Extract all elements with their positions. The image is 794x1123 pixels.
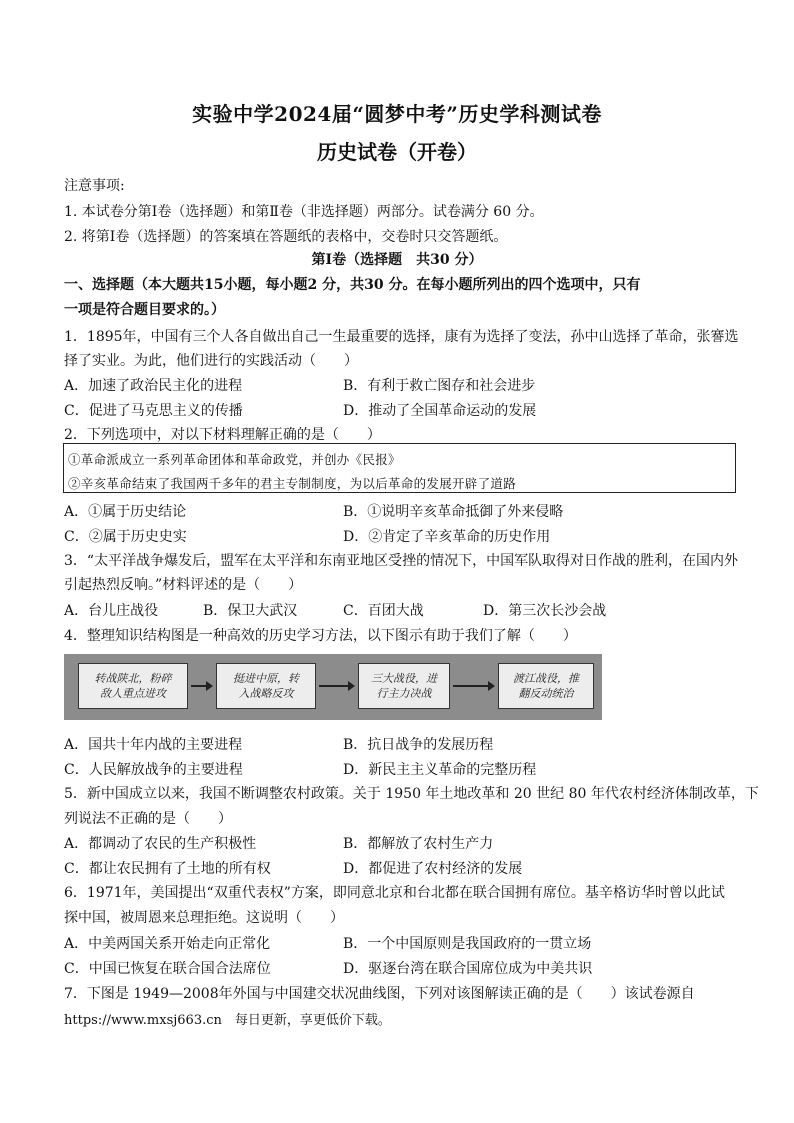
question-1-option-d[interactable]: D．推动了全国革命运动的发展 xyxy=(343,403,537,419)
material-line-2: ②辛亥革命结束了我国两千多年的君主专制制度，为以后革命的发展开辟了道路 xyxy=(68,476,517,491)
question-4-stem: 4．整理知识结构图是一种高效的历史学习方法，以下图示有助于我们了解（ ） xyxy=(64,628,577,644)
section-heading: 第Ⅰ卷（选择题 共30 分） xyxy=(311,252,483,268)
knowledge-structure-diagram xyxy=(64,654,602,720)
question-2-option-c[interactable]: C．②属于历史史实 xyxy=(64,529,187,545)
source-footer: https://www.mxsj663.cn 每日更新，享更低价下载。 xyxy=(64,1013,391,1028)
question-1-option-a[interactable]: A．加速了政治民主化的进程 xyxy=(64,378,243,394)
question-4-option-b[interactable]: B．抗日战争的发展历程 xyxy=(343,737,494,753)
question-6-option-d[interactable]: D．驱逐台湾在联合国席位成为中美共识 xyxy=(343,961,593,977)
question-7-stem: 7．下图是 1949—2008年外国与中国建交状况曲线图，下列对该图解读正确的是（ ）该试卷源自 xyxy=(64,986,695,1002)
question-3-stem-line-2: 引起热烈反响。”材料评述的是（ ） xyxy=(64,577,303,593)
exam-subtitle: 历史试卷（开卷） xyxy=(317,140,477,164)
flow-step-2-line-1: 挺进中原，转 xyxy=(233,672,299,685)
question-6-option-a[interactable]: A．中美两国关系开始走向正常化 xyxy=(64,936,271,952)
question-3-option-b[interactable]: B．保卫大武汉 xyxy=(203,603,298,619)
flow-step-3-line-2: 行主力决战 xyxy=(376,687,432,700)
flow-arrow-1 xyxy=(191,685,211,687)
question-6-option-c[interactable]: C．中国已恢复在联合国合法席位 xyxy=(64,961,271,977)
question-1-option-c[interactable]: C．促进了马克思主义的传播 xyxy=(64,403,243,419)
question-1-stem-line-2: 择了实业。为此，他们进行的实践活动（ ） xyxy=(64,353,358,369)
question-1-stem-line-1: 1．1895年，中国有三个人各自做出自己一生最重要的选择，康有为选择了变法，孙中山选择了革命，张謇选 xyxy=(64,329,739,345)
section-instruction-line-2: 一项是符合题目要求的。） xyxy=(64,302,225,318)
question-6-stem-line-2: 探中国，被周恩来总理拒绝。这说明（ ） xyxy=(64,910,344,926)
question-6-stem-line-1: 6．1971年，美国提出“双重代表权”方案，即同意北京和台北都在联合国拥有席位。基辛格访华时曾以此试 xyxy=(64,885,725,901)
question-4-option-c[interactable]: C．人民解放战争的主要进程 xyxy=(64,762,243,778)
question-1-option-b[interactable]: B．有利于救亡图存和社会进步 xyxy=(343,378,536,394)
flow-step-3-line-1: 三大战役，进 xyxy=(371,672,437,685)
question-5-option-a[interactable]: A．都调动了农民的生产积极性 xyxy=(64,836,257,852)
notes-item-1: 1. 本试卷分第Ⅰ卷（选择题）和第Ⅱ卷（非选择题）两部分。试卷满分 60 分。 xyxy=(64,204,544,220)
exam-title: 实验中学2024届“圆梦中考”历史学科测试卷 xyxy=(192,102,602,126)
flow-step-1 xyxy=(78,663,188,709)
question-5-option-b[interactable]: B．都解放了农村生产力 xyxy=(343,836,494,852)
flow-step-4-line-1: 渡江战役，推 xyxy=(513,672,579,685)
flow-step-4-line-2: 翻反动统治 xyxy=(518,687,574,700)
question-2-material-box xyxy=(63,443,736,493)
flow-step-2 xyxy=(216,663,316,709)
flow-step-1-line-2: 敌人重点进攻 xyxy=(100,687,166,700)
section-instruction-line-1: 一、选择题（本大题共15小题，每小题2 分，共30 分。在每小题所列出的四个选项中，只有 xyxy=(64,277,641,293)
question-3-stem-line-1: 3．“太平洋战争爆发后，盟军在太平洋和东南亚地区受挫的情况下，中国军队取得对日作战的胜利，在国内外 xyxy=(64,553,739,569)
question-3-option-d[interactable]: D．第三次长沙会战 xyxy=(483,603,607,619)
flow-step-3 xyxy=(358,663,450,709)
question-5-stem-line-1: 5．新中国成立以来，我国不断调整农村政策。关于 1950 年土地改革和 20 世纪 80 年代农村经济体制改革，下 xyxy=(64,786,759,802)
question-2-option-d[interactable]: D．②肯定了辛亥革命的历史作用 xyxy=(343,529,551,545)
question-5-option-d[interactable]: D．都促进了农村经济的发展 xyxy=(343,861,523,877)
question-4-option-a[interactable]: A．国共十年内战的主要进程 xyxy=(64,737,243,753)
question-2-stem: 2．下列选项中，对以下材料理解正确的是（ ） xyxy=(64,427,381,443)
material-line-1: ①革命派成立一系列革命团体和革命政党，并创办《民报》 xyxy=(68,452,401,467)
flow-arrow-2 xyxy=(319,685,353,687)
question-4-option-d[interactable]: D．新民主主义革命的完整历程 xyxy=(343,762,537,778)
question-5-option-c[interactable]: C．都让农民拥有了土地的所有权 xyxy=(64,861,271,877)
flow-step-2-line-2: 入战略反攻 xyxy=(238,687,294,700)
question-6-option-b[interactable]: B．一个中国原则是我国政府的一贯立场 xyxy=(343,936,592,952)
notes-heading: 注意事项: xyxy=(64,178,125,194)
flow-step-1-line-1: 转战陕北，粉碎 xyxy=(94,672,172,685)
question-2-option-b[interactable]: B．①说明辛亥革命抵御了外来侵略 xyxy=(343,504,564,520)
question-3-option-a[interactable]: A．台儿庄战役 xyxy=(64,603,159,619)
question-2-option-a[interactable]: A．①属于历史结论 xyxy=(64,504,187,520)
question-3-option-c[interactable]: C．百团大战 xyxy=(343,603,424,619)
flow-arrow-3 xyxy=(453,685,493,687)
notes-item-2: 2. 将第Ⅰ卷（选择题）的答案填在答题纸的表格中，交卷时只交答题纸。 xyxy=(64,229,508,245)
flow-step-4 xyxy=(498,663,594,709)
question-5-stem-line-2: 列说法不正确的是（ ） xyxy=(64,811,232,827)
